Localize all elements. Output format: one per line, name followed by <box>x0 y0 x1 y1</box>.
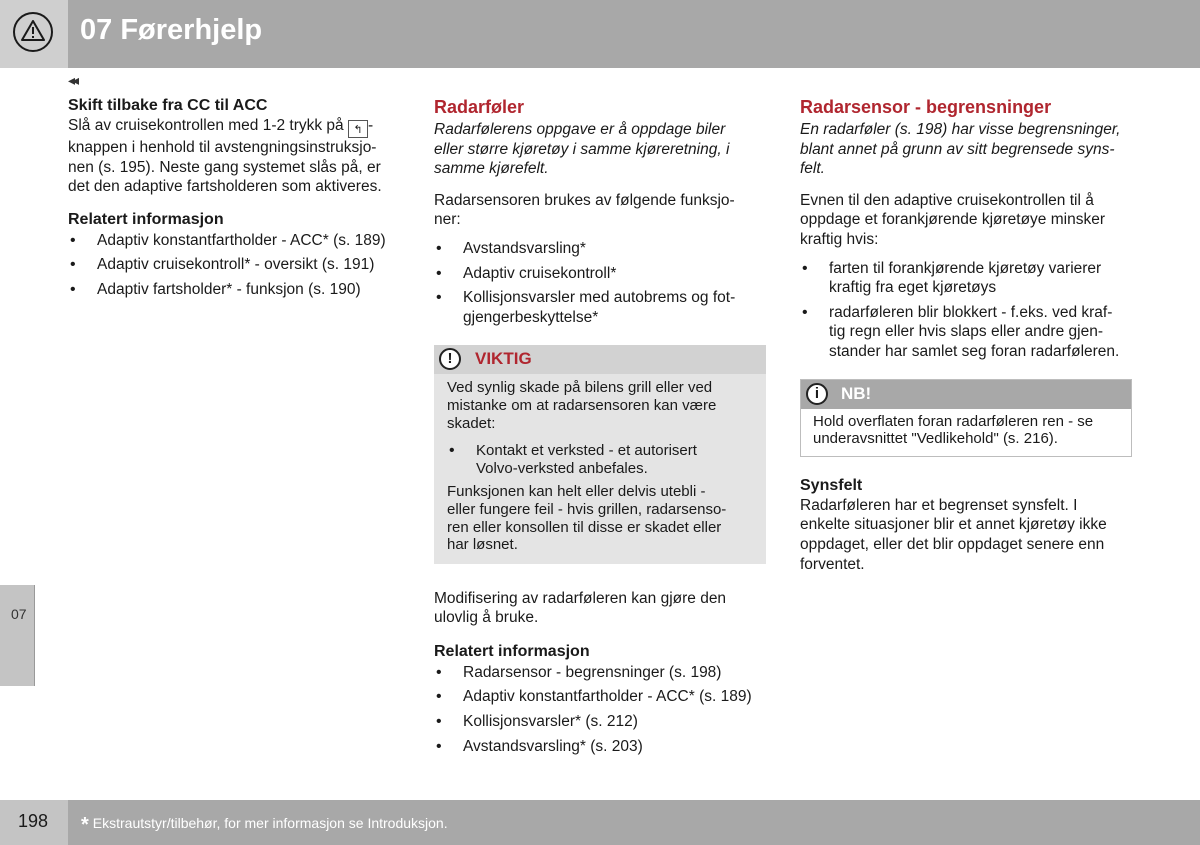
bullet-list <box>447 442 753 477</box>
chapter-header <box>0 0 1200 68</box>
info-icon: i <box>806 383 828 405</box>
section-heading: Skift tilbake fra CC til ACC <box>68 97 268 114</box>
related-heading: Relatert informasjon <box>68 210 224 228</box>
bullet-list <box>434 239 766 327</box>
list-item: • radarføleren blir blokkert - f.eks. ved kraf- tig regn eller hvis slaps eller andre gjen- stander har samlet seg foran radarføleren. <box>800 303 1132 362</box>
column-2 <box>434 96 766 761</box>
list-item: • Kontakt et verksted - et autorisert Volvo-verksted anbefales. <box>447 442 753 477</box>
warning-box <box>434 345 766 563</box>
warning-triangle-icon <box>13 12 53 52</box>
page-number-box <box>0 800 68 845</box>
chapter-side-tab-label: 07 <box>11 606 27 622</box>
related-link[interactable]: • Kollisjonsvarsler* (s. 212) <box>434 712 766 732</box>
back-arrows-icon[interactable]: ◂◂ <box>68 72 77 88</box>
paragraph: Funksjonen kan helt eller delvis utebli - eller fungere feil - hvis grillen, radarsenso- ren eller konsollen til disse er skadet eller har løsnet. <box>447 483 727 554</box>
related-link[interactable]: • Radarsensor - begrensninger (s. 198) <box>434 663 766 683</box>
paragraph: Evnen til den adaptive cruisekontrollen til å oppdage et forankjørende kjøretøye minsker kraftig hvis: <box>800 191 1105 248</box>
paragraph: Radarføleren har et begrenset synsfelt. I enkelte situasjoner blir et annet kjøretøy ikke oppdaget, eller det blir oppdaget senere enn forventet. <box>800 496 1107 573</box>
bullet-list <box>800 259 1132 362</box>
section-heading: Radarsensor - begrensninger <box>800 97 1052 117</box>
note-box-header <box>801 380 1131 409</box>
sub-heading: Synsfelt <box>800 476 863 494</box>
list-item: • Avstandsvarsling* <box>434 239 766 259</box>
footnote-text: Ekstrautstyr/tilbehør, for mer informasjon se Introduksjon. <box>92 815 448 831</box>
related-list <box>434 663 766 756</box>
page-footer <box>0 800 1200 845</box>
chapter-title: 07 Førerhjelp <box>80 14 263 46</box>
list-item: • Kollisjonsvarsler med autobrems og fot- gjengerbeskyttelse* <box>434 288 766 327</box>
warning-box-body <box>434 374 766 563</box>
list-item: • farten til forankjørende kjøretøy varierer kraftig fra eget kjøretøys <box>800 259 1132 298</box>
paragraph: Modifisering av radarføleren kan gjøre den ulovlig å bruke. <box>434 589 727 627</box>
paragraph: Ved synlig skade på bilens grill eller ved mistanke om at radarsensoren kan være skadet: <box>447 379 717 432</box>
intro-paragraph: Radarfølerens oppgave er å oppdage biler eller større kjøretøy i samme kjøreretning, i samme kjørefelt. <box>434 121 730 178</box>
column-3 <box>800 96 1132 574</box>
note-box <box>800 379 1132 457</box>
cruise-control-button-icon: ↰ <box>348 120 368 138</box>
related-link[interactable]: • Avstandsvarsling* (s. 203) <box>434 737 766 757</box>
related-list <box>68 231 400 300</box>
related-link[interactable]: • Adaptiv fartsholder* - funksjon (s. 190) <box>68 280 400 300</box>
warning-box-label: VIKTIG <box>475 349 532 369</box>
related-link[interactable]: • Adaptiv konstantfartholder - ACC* (s. 189) <box>434 687 766 707</box>
warning-box-header <box>434 345 766 374</box>
paragraph: Radarsensoren brukes av følgende funksjo- ner: <box>434 191 735 229</box>
related-heading: Relatert informasjon <box>434 642 590 660</box>
footnote <box>81 814 448 837</box>
related-link[interactable]: • Adaptiv cruisekontroll* - oversikt (s. 191) <box>68 255 400 275</box>
page-number: 198 <box>18 811 49 831</box>
footnote-star: * <box>81 814 89 836</box>
paragraph: Slå av cruisekontrollen med 1-2 trykk på ↰ - knappen i henhold til avstengningsinstruksjo- nen (s. 195). Neste gang systemet slås på, er det den adaptive fartsholderen som aktiveres. <box>68 117 382 196</box>
note-box-body: Hold overflaten foran radarføleren ren - se underavsnittet "Vedlikehold" (s. 216). <box>813 412 1094 448</box>
section-heading: Radarføler <box>434 97 525 117</box>
note-box-label: NB! <box>841 383 872 403</box>
column-1 <box>68 96 400 305</box>
list-item: • Adaptiv cruisekontroll* <box>434 264 766 284</box>
header-icon-box <box>0 0 68 68</box>
related-link[interactable]: • Adaptiv konstantfartholder - ACC* (s. 189) <box>68 231 400 251</box>
exclamation-icon: ! <box>439 348 461 370</box>
chapter-side-tab[interactable] <box>0 585 35 686</box>
intro-paragraph: En radarføler (s. 198) har visse begrensninger, blant annet på grunn av sitt begrensede syns- felt. <box>800 121 1121 178</box>
